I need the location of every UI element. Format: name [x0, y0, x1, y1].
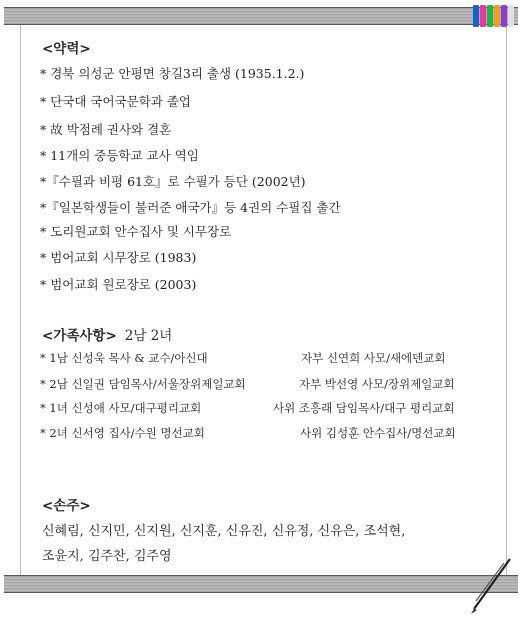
pen-icon [466, 555, 516, 615]
family-spouse: 자부 박선영 사모/장위제일교회 [299, 377, 455, 391]
career-item: * 경북 의성군 안평면 창길3리 출생 (1935.1.2.) [40, 66, 305, 81]
family-spouse: 사위 조흥래 담임목사/대구 평리교회 [273, 401, 455, 415]
color-tab [501, 5, 507, 27]
grandchildren-line: 조윤지, 김주찬, 김주영 [42, 549, 172, 564]
career-item: * 도리원교회 안수집사 및 시무장로 [40, 224, 232, 239]
family-member: * 2남 신일권 담임목사/서울장위제일교회 [40, 377, 246, 391]
family-member: * 1남 신성욱 목사 & 교수/아신대 [40, 351, 208, 365]
career-item: * 11개의 중등학교 교사 역임 [40, 148, 199, 163]
family-member: * 2녀 신서영 집사/수원 명선교회 [40, 426, 205, 440]
color-tab [473, 5, 479, 27]
career-item: * 故 박점례 권사와 결혼 [40, 122, 172, 137]
career-item: * 범어교회 시무장로 (1983) [40, 250, 197, 265]
career-item: * 범어교회 원로장로 (2003) [40, 277, 197, 292]
color-tab [494, 5, 500, 27]
career-item: * 단국대 국어국문학과 졸업 [40, 94, 191, 109]
color-tab [487, 5, 493, 27]
color-tab [508, 5, 514, 27]
career-heading: <약력> [42, 41, 91, 57]
color-tabs [472, 5, 514, 27]
color-tab [480, 5, 486, 27]
grandchildren-heading: <손주> [42, 498, 91, 514]
career-item: *『수필과 비평 61호』로 수필가 등단 (2002년) [40, 174, 306, 189]
family-summary: 2남 2녀 [124, 328, 173, 344]
bottom-binder-bar [4, 575, 518, 593]
family-spouse: 사위 김성훈 안수집사/명선교회 [300, 426, 456, 440]
career-item: *『일본학생들이 불러준 애국가』등 4권의 수필집 출간 [40, 200, 341, 215]
grandchildren-line: 신혜림, 신지민, 신지원, 신지훈, 신유진, 신유정, 신유은, 조석현, [42, 524, 406, 539]
family-heading [42, 324, 172, 344]
family-member: * 1녀 신성애 사모/대구평리교회 [40, 401, 202, 415]
family-heading-label: <가족사항> [42, 328, 117, 344]
top-binder-bar [4, 7, 518, 25]
family-spouse: 자부 신연희 사모/새에덴교회 [301, 351, 446, 365]
